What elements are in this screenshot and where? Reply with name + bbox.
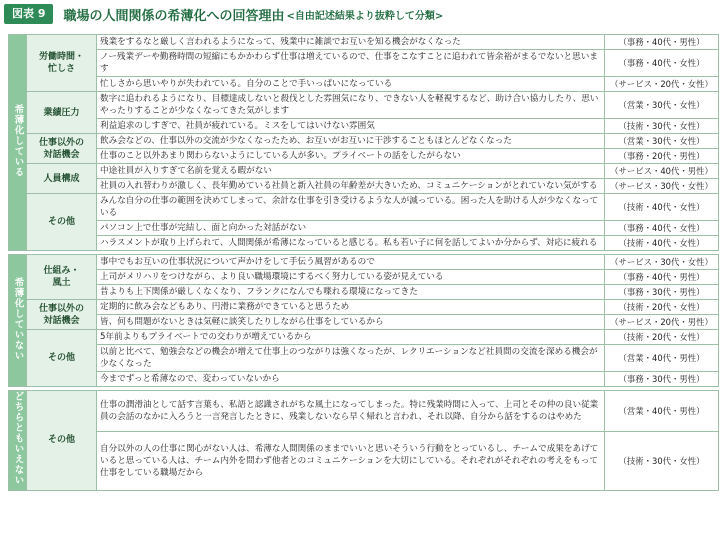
table-row: [9, 300, 719, 315]
group-label: 希薄化している: [12, 103, 24, 178]
table-row: [9, 149, 719, 164]
respondent-attributes: （事務・20代・男性）: [605, 149, 719, 164]
response-text: 残業をするなと厳しく言われるようになって、残業中に雑談でお互いを知る機会がなくなった: [97, 35, 605, 50]
category-label: 仕組み・ 風土: [27, 255, 97, 300]
response-text: 数字に追われるようになり、目標達成しないと殺伐とした雰囲気になり、できない人を軽視するなど、助け合い協力したり、思いやったりすることが少なくなってきた気がします: [97, 92, 605, 119]
respondent-attributes: （営業・30代・女性）: [605, 92, 719, 119]
category-label: 業績圧力: [27, 92, 97, 134]
respondent-attributes: （事務・30代・男性）: [605, 285, 719, 300]
table-row: [9, 194, 719, 221]
figure-title: 職場の人間関係の希薄化への回答理由: [63, 8, 285, 24]
responses-table: [8, 34, 719, 491]
respondent-attributes: （サービス・20代・男性）: [605, 315, 719, 330]
table-row: [9, 221, 719, 236]
category-label: 仕事以外の 対話機会: [27, 134, 97, 164]
response-text: 5年前よりもプライベートでの交わりが増えているから: [97, 330, 605, 345]
table-row: [9, 391, 719, 432]
respondent-attributes: （技術・30代・女性）: [605, 431, 719, 490]
respondent-attributes: （事務・40代・女性）: [605, 50, 719, 77]
response-text: パソコン上で仕事が完結し、面と向かった対話がない: [97, 221, 605, 236]
response-text: 昔よりも上下関係が厳しくなくなり、フランクになんでも喋れる環境になってきた: [97, 285, 605, 300]
response-text: みんな自分の仕事の範囲を決めてしまって、余計な仕事を引き受けるような人が減っている。困った人を助ける人が少なくなっている: [97, 194, 605, 221]
respondent-attributes: （技術・20代・女性）: [605, 330, 719, 345]
group-label-cell: [9, 35, 27, 251]
response-text: 以前と比べて、勉強会などの機会が増えて仕事上のつながりは強くなったが、レクリエーションなど社員間の交流を深める機会が少なくなった: [97, 345, 605, 372]
respondent-attributes: （サービス・40代・男性）: [605, 164, 719, 179]
response-text: 事中でもお互いの仕事状況について声かけをして手伝う風習があるので: [97, 255, 605, 270]
response-text: 社員の入れ替わりが激しく、長年勤めている社員と新入社員の年齢差が大きいため、コミュニケーションがとれていない気がする: [97, 179, 605, 194]
response-text: 中途社員が入りすぎて名前を覚える暇がない: [97, 164, 605, 179]
response-text: 今までずっと希薄なので、変わっていないから: [97, 372, 605, 387]
figure-header: [0, 0, 728, 28]
table-row: [9, 345, 719, 372]
category-label: 仕事以外の 対話機会: [27, 300, 97, 330]
table-row: [9, 92, 719, 119]
response-text: 上司がメリハリをつけながら、より良い職場環境にするべく努力している姿が見えている: [97, 270, 605, 285]
respondent-attributes: （サービス・30代・女性）: [605, 179, 719, 194]
category-label: その他: [27, 330, 97, 387]
table-row: [9, 431, 719, 490]
respondent-attributes: （技術・20代・女性）: [605, 300, 719, 315]
table-row: [9, 134, 719, 149]
response-text: 飲み会などの、仕事以外の交流が少なくなったため、お互いがお互いに干渉することもほとんどなくなった: [97, 134, 605, 149]
table-row: [9, 164, 719, 179]
respondent-attributes: （サービス・30代・女性）: [605, 255, 719, 270]
table-row: [9, 77, 719, 92]
responses-table-wrapper: [8, 34, 718, 491]
table-row: [9, 236, 719, 251]
table-row: [9, 50, 719, 77]
respondent-attributes: （営業・40代・男性）: [605, 391, 719, 432]
response-text: 定期的に飲み会などもあり、円滑に業務ができていると思うため: [97, 300, 605, 315]
response-text: ノー残業デーや勤務時間の短縮にもかかわらず仕事は増えているので、仕事をこなすことに追われて皆余裕がまるでないと思います: [97, 50, 605, 77]
respondent-attributes: （サービス・20代・女性）: [605, 77, 719, 92]
respondent-attributes: （事務・40代・男性）: [605, 35, 719, 50]
table-row: [9, 179, 719, 194]
response-text: 自分以外の人の仕事に関心がない人は、希薄な人間関係のままでいいと思いそういう行動をとっているし、チームで成果をあげていると思っている人は、チーム内外を問わず他者とのコミュニケーションを大切にしている。それぞれがそれぞれの考えをもって仕事をしている職場だから: [97, 431, 605, 490]
respondent-attributes: （技術・30代・女性）: [605, 119, 719, 134]
figure-subtitle: <自由記述結果より抜粋して分類>: [286, 10, 444, 22]
response-text: 仕事の潤滑油として話す言葉も、私語と認識されがちな風土になってしまった。特に残業時間に入って、上司とその仲の良い従業員の会話のなかに入ろうと一言発言したときに、残業しないなら早く帰れと言われ、それ以降、自分から話をするのはやめた: [97, 391, 605, 432]
group-label-cell: [9, 391, 27, 491]
respondent-attributes: （事務・40代・男性）: [605, 270, 719, 285]
table-row: [9, 119, 719, 134]
table-row: [9, 270, 719, 285]
category-label: 人員構成: [27, 164, 97, 194]
response-text: 皆、何も問題がないときは気軽に談笑したりしながら仕事をしているから: [97, 315, 605, 330]
table-row: [9, 330, 719, 345]
respondent-attributes: （事務・30代・男性）: [605, 372, 719, 387]
respondent-attributes: （技術・40代・女性）: [605, 236, 719, 251]
respondent-attributes: （技術・40代・女性）: [605, 194, 719, 221]
responses-table-body: [9, 35, 719, 491]
category-label: その他: [27, 391, 97, 491]
table-row: [9, 35, 719, 50]
respondent-attributes: （営業・30代・女性）: [605, 134, 719, 149]
respondent-attributes: （事務・40代・女性）: [605, 221, 719, 236]
table-row: [9, 372, 719, 387]
respondent-attributes: （営業・40代・男性）: [605, 345, 719, 372]
table-row: [9, 285, 719, 300]
response-text: ハラスメントが取り上げられて、人間関係が希薄になっていると感じる。私も若い子に何を話してよいか分からず、対応に疲れる: [97, 236, 605, 251]
response-text: 利益追求のしすぎで、社員が疲れている。ミスをしてはいけない雰囲気: [97, 119, 605, 134]
response-text: 忙しさから思いやりが失われている。自分のことで手いっぱいになっている: [97, 77, 605, 92]
group-label: どちらともいえない: [12, 391, 24, 486]
group-label: 希薄化していない: [12, 276, 24, 361]
response-text: 仕事のこと以外あまり関わらないようにしている人が多い。プライベートの話をしたがらない: [97, 149, 605, 164]
category-label: 労働時間・ 忙しさ: [27, 35, 97, 92]
table-row: [9, 255, 719, 270]
table-row: [9, 315, 719, 330]
group-label-cell: [9, 255, 27, 387]
category-label: その他: [27, 194, 97, 251]
figure-number-badge: 図表 9: [4, 4, 53, 24]
